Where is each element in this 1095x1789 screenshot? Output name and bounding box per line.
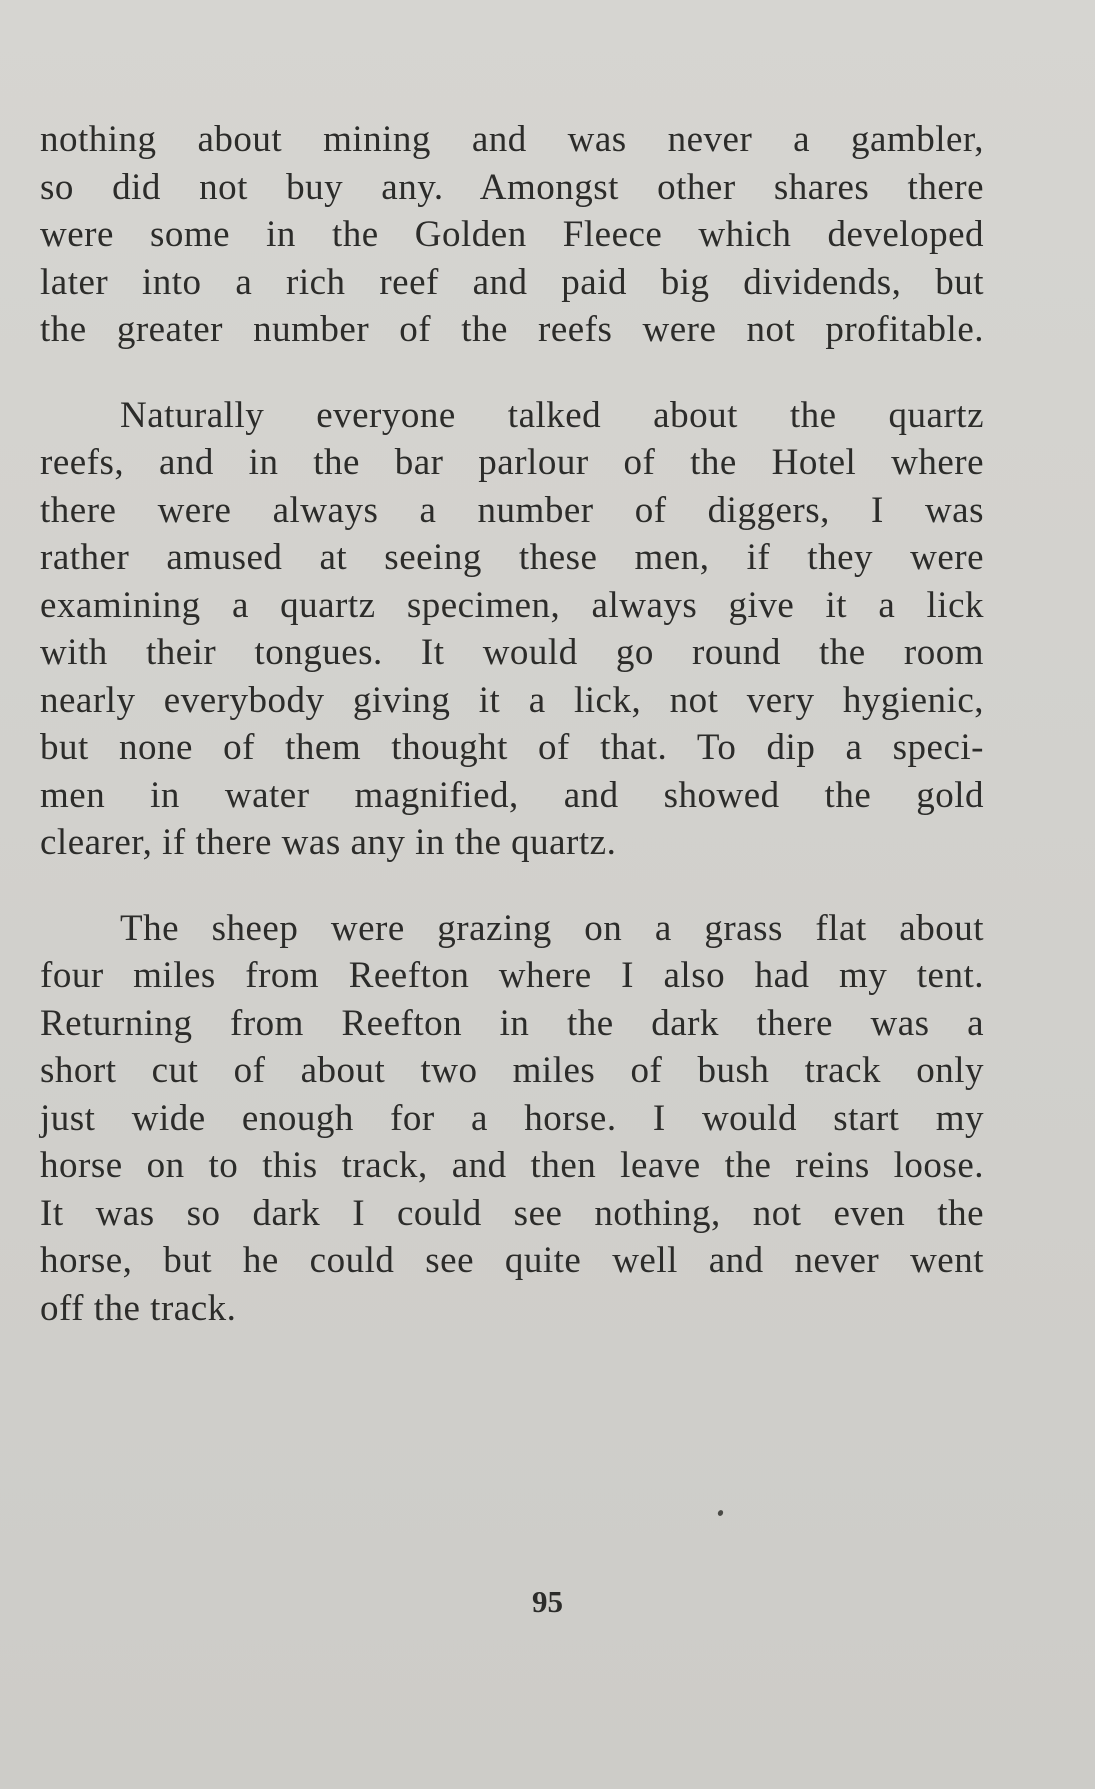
text-line: there were always a number of diggers, I was [40,489,984,531]
text-line: The sheep were grazing on a grass flat about [120,907,984,949]
text-line: reefs, and in the bar parlour of the Hotel where [40,442,984,483]
text-line: It was so dark I could see nothing, not even the [40,1192,984,1234]
text-line: horse, but he could see quite well and never went [40,1240,984,1281]
text-line: short cut of about two miles of bush track only [40,1050,984,1091]
body-text [40,116,984,1332]
text-line: but none of them thought of that. To dip a speci- [40,727,984,768]
text-line: nearly everybody giving it a lick, not very hygienic, [40,679,984,721]
text-line: nothing about mining and was never a gambler, [40,119,984,160]
text-line: rather amused at seeing these men, if they were [40,537,984,578]
paragraph-1 [40,116,984,354]
text-line: just wide enough for a horse. I would start my [40,1097,984,1139]
text-line: four miles from Reefton where I also had my tent. [40,955,984,996]
text-line: Naturally everyone talked about the quartz [120,394,984,436]
text-line: later into a rich reef and paid big dividends, but [40,261,984,303]
text-line: Returning from Reefton in the dark there was a [40,1002,984,1044]
text-line: horse on to this track, and then leave the reins loose. [40,1145,984,1186]
text-line: so did not buy any. Amongst other shares there [40,166,984,208]
text-line: examining a quartz specimen, always give it a lick [40,584,984,626]
page-number: 95 [532,1584,563,1619]
text-line: were some in the Golden Fleece which developed [40,214,984,255]
text-line: off the track. [40,1287,237,1329]
text-line: men in water magnified, and showed the gold [40,774,984,816]
paragraph-3 [40,905,984,1333]
ink-speck [717,1509,724,1517]
paragraph-2 [40,392,984,867]
text-line: with their tongues. It would go round the room [40,632,984,673]
text-line: clearer, if there was any in the quartz. [40,822,617,863]
text-line: the greater number of the reefs were not profitable. [40,309,984,350]
